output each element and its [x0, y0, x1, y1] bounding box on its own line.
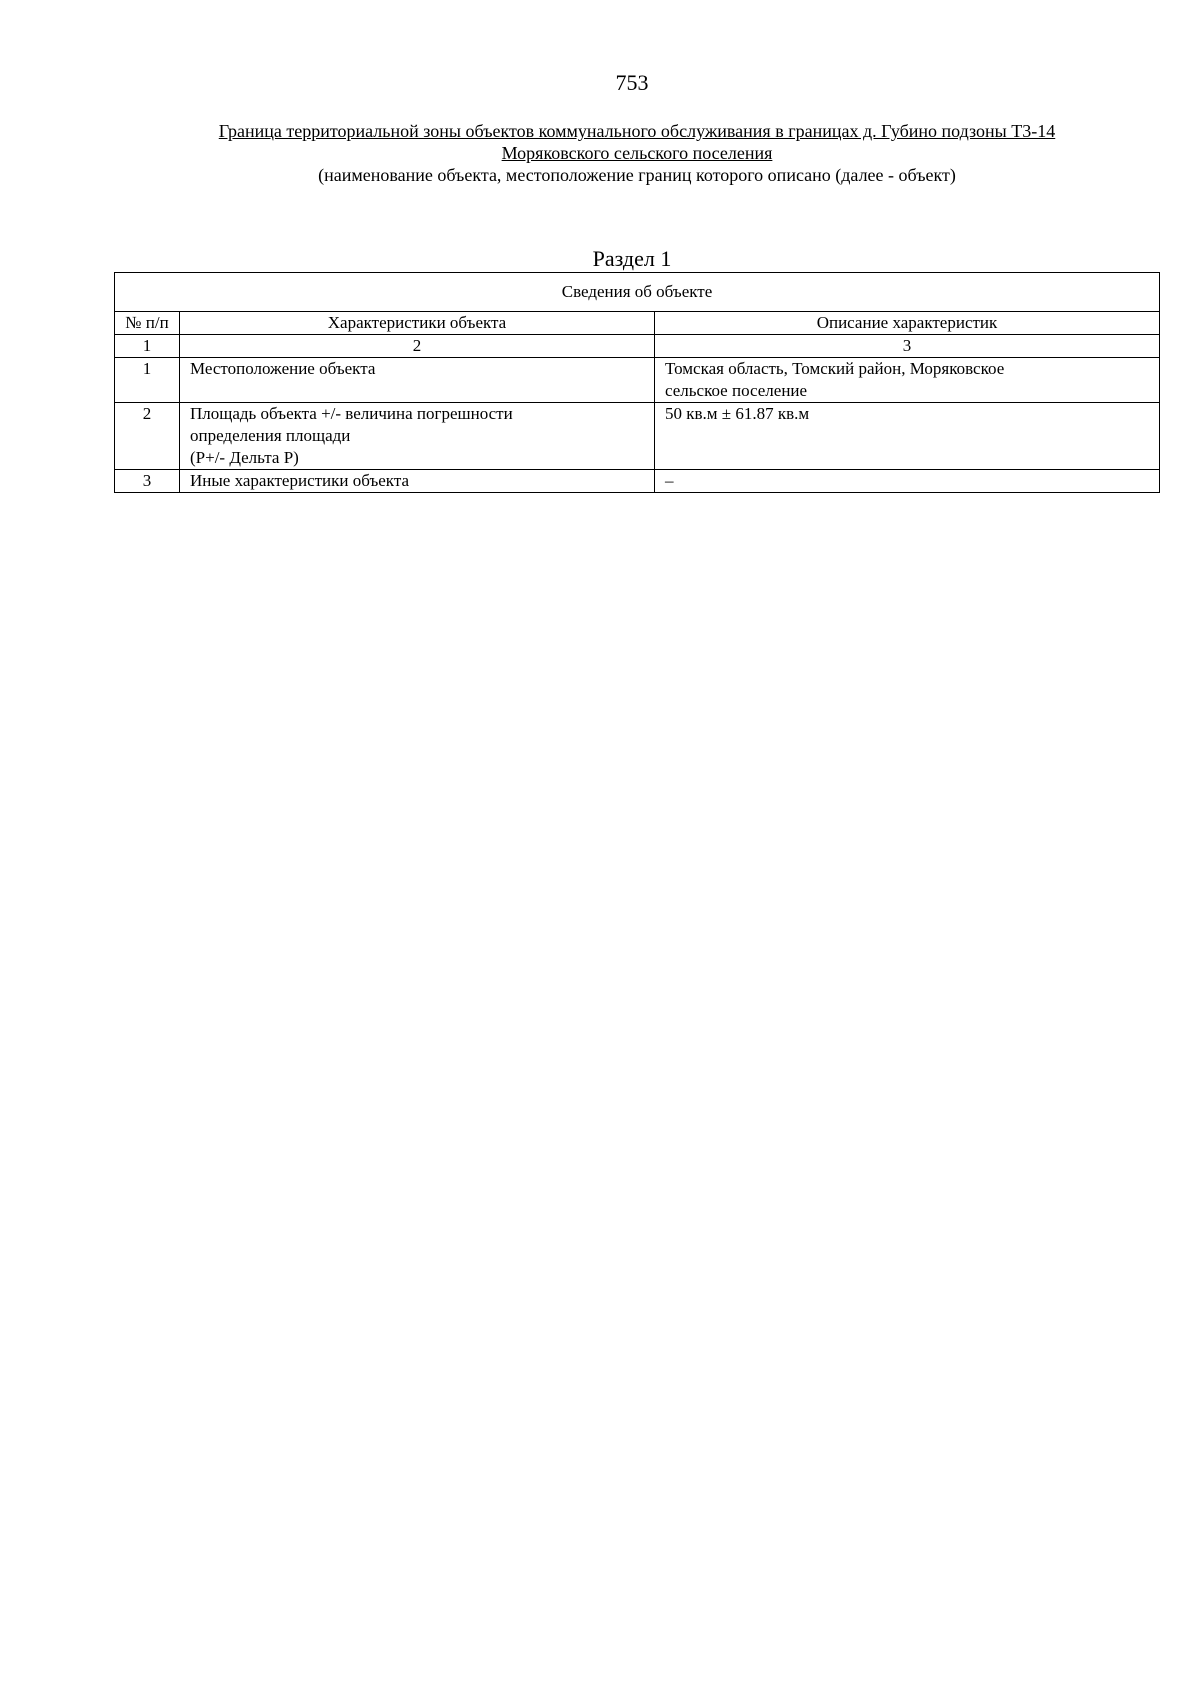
column-number-1: 1 — [115, 335, 180, 358]
row-number: 1 — [115, 358, 180, 403]
row-number: 3 — [115, 470, 180, 493]
row-number: 2 — [115, 403, 180, 470]
section-heading: Раздел 1 — [592, 246, 672, 271]
title-subtitle: (наименование объекта, местоположение границ которого описано (далее - объект) — [318, 165, 956, 185]
table-caption: Сведения об объекте — [115, 273, 1160, 312]
column-number-3: 3 — [655, 335, 1160, 358]
table-row — [115, 358, 1160, 403]
row-characteristic: Иные характеристики объекта — [180, 470, 655, 493]
row-characteristic-line: определения площади — [190, 426, 351, 445]
table-header-row — [115, 312, 1160, 335]
row-description — [655, 358, 1160, 403]
document-title — [150, 120, 1124, 186]
column-number-row — [115, 335, 1160, 358]
row-characteristic — [180, 403, 655, 470]
row-description: – — [655, 470, 1160, 493]
column-number-2: 2 — [180, 335, 655, 358]
header-characteristic: Характеристики объекта — [180, 312, 655, 335]
table-caption-row — [115, 273, 1160, 312]
row-characteristic: Местоположение объекта — [180, 358, 655, 403]
row-description: 50 кв.м ± 61.87 кв.м — [655, 403, 1160, 470]
title-line-1: Граница территориальной зоны объектов коммунального обслуживания в границах д. Губино подзоны Т3-14 — [218, 121, 1056, 141]
row-characteristic-line: (P+/- Дельта P) — [190, 448, 299, 467]
table-row — [115, 403, 1160, 470]
header-description: Описание характеристик — [655, 312, 1160, 335]
title-line-2: Моряковского сельского поселения — [501, 143, 773, 163]
table-row — [115, 470, 1160, 493]
page-number: 753 — [615, 70, 649, 95]
object-info-table — [114, 272, 1160, 493]
header-number: № п/п — [115, 312, 180, 335]
row-description-line: Томская область, Томский район, Моряковское — [665, 359, 1005, 378]
row-description-line: сельское поселение — [665, 381, 808, 400]
row-characteristic-line: Площадь объекта +/- величина погрешности — [190, 404, 513, 423]
